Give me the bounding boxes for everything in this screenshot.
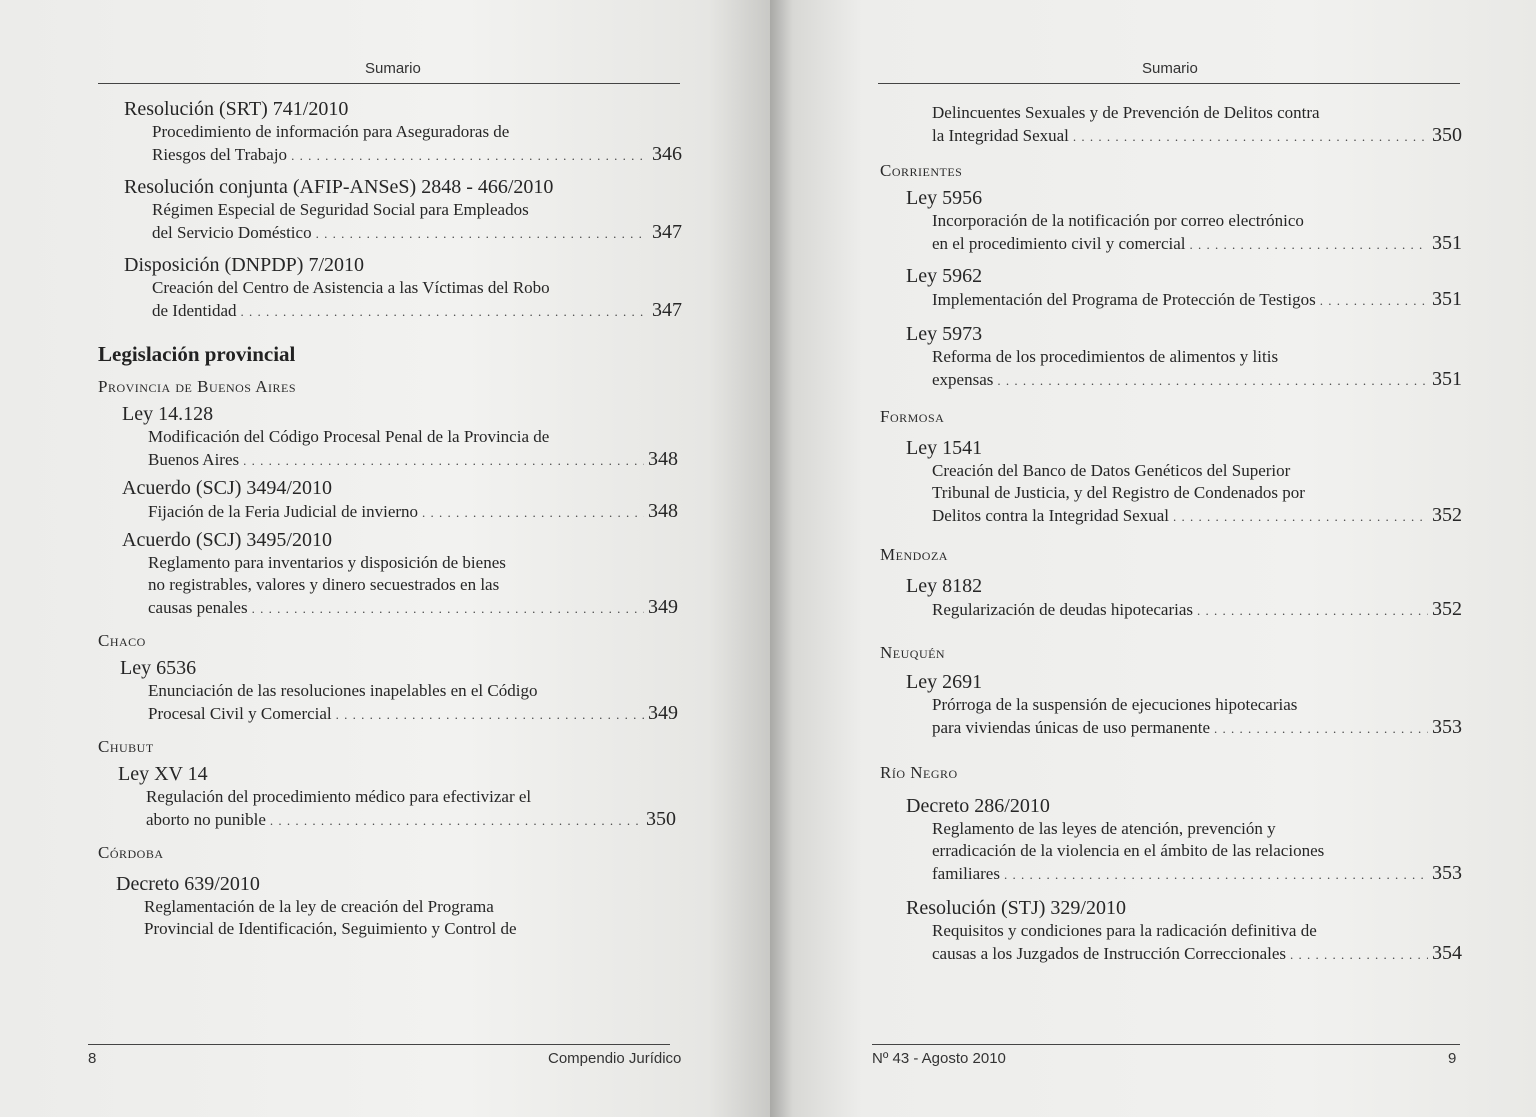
toc-entry [98,657,680,725]
page-number: 350 [1432,124,1462,146]
dot-leader [997,373,1428,389]
entry-title: Ley 2691 [906,671,983,693]
entry-title: Resolución conjunta (AFIP-ANSeS) 2848 - 466/2010 [124,176,554,198]
page-number: 351 [1432,288,1462,310]
entry-description: causas penales [148,598,248,617]
page-number: 348 [648,500,678,522]
page-number: 347 [652,299,682,321]
entry-description: erradicación de la violencia en el ámbito de las relaciones [932,841,1325,860]
page-number: 349 [648,702,678,724]
section-title: Legislación provincial [98,342,296,366]
entry-leader-line [932,716,1462,739]
entry-leader-line [148,702,678,725]
toc-entry [98,176,680,244]
page-header: Sumario [1142,60,1198,77]
dot-leader [1004,867,1428,883]
entry-leader-line [932,232,1462,255]
entry-description: Creación del Centro de Asistencia a las Víctimas del Robo [152,278,550,297]
entry-title: Acuerdo (SCJ) 3495/2010 [122,529,332,551]
page-number: 347 [652,221,682,243]
entry-leader-line [148,500,678,523]
region-heading: Chubut [98,737,154,756]
toc-entry [880,575,1462,621]
entry-description: Buenos Aires [148,450,240,469]
region-heading: Neuquén [880,643,946,662]
entry-description: expensas [932,370,994,389]
footer-rule [872,1044,1460,1045]
entry-title: Ley 5973 [906,323,983,345]
entry-description: aborto no punible [146,810,266,829]
dot-leader [1290,947,1428,963]
publication-title: Compendio Jurídico [548,1050,682,1067]
dot-leader [422,505,644,521]
toc-entry [98,98,680,166]
entry-description: Reglamento de las leyes de atención, prevención y [932,819,1276,838]
entry-description: Incorporación de la notificación por correo electrónico [932,211,1304,230]
entry-description: familiares [932,864,1000,883]
entry-leader-line [148,596,678,619]
dot-leader [243,453,644,469]
page-number: 346 [652,143,682,165]
page-number: 354 [1432,942,1462,964]
entry-description: Reglamentación de la ley de creación del Programa [144,897,494,916]
entry-leader-line [152,143,682,166]
toc-entry [880,795,1462,885]
entry-title: Resolución (SRT) 741/2010 [124,98,349,120]
toc-entry [98,477,680,523]
entry-description: Riesgos del Trabajo [152,145,288,164]
page-number: 352 [1432,504,1462,526]
dot-leader [316,226,648,242]
page-number: 348 [648,448,678,470]
entry-leader-line [932,598,1462,621]
entry-description: Delitos contra la Integridad Sexual [932,506,1169,525]
entry-description: Delincuentes Sexuales y de Prevención de Delitos contra [932,103,1320,122]
entry-title: Ley 6536 [120,657,197,679]
toc-right [880,102,1462,965]
dot-leader [270,813,642,829]
entry-title: Ley 5956 [906,187,983,209]
toc-entry [880,265,1462,311]
entry-description: Enunciación de las resoluciones inapelables en el Código [148,681,538,700]
entry-title: Ley 1541 [906,437,983,459]
toc-entry [98,403,680,471]
page-number: 349 [648,596,678,618]
toc-entry [880,187,1462,255]
entry-description: Procesal Civil y Comercial [148,704,332,723]
entry-leader-line [152,221,682,244]
region-heading: Río Negro [880,763,958,782]
page-number: 353 [1432,862,1462,884]
entry-description: en el procedimiento civil y comercial [932,234,1186,253]
region-heading: Mendoza [880,545,948,564]
entry-description: para viviendas únicas de uso permanente [932,718,1211,737]
entry-description: de Identidad [152,301,237,320]
page-number: 353 [1432,716,1462,738]
region-heading: Formosa [880,407,945,426]
entry-description: del Servicio Doméstico [152,223,312,242]
entry-leader-line [932,288,1462,311]
right-page [770,0,1536,1117]
header-rule [98,83,680,84]
entry-description: la Integridad Sexual [932,126,1069,145]
entry-description: Creación del Banco de Datos Genéticos del Superior [932,461,1291,480]
header-rule [878,83,1460,84]
entry-description: Regulación del procedimiento médico para efectivizar el [146,787,532,806]
page-number: 352 [1432,598,1462,620]
entry-title: Ley 5962 [906,265,983,287]
toc-entry [880,323,1462,391]
dot-leader [291,148,648,164]
entry-description: Regularización de deudas hipotecarias [932,600,1194,619]
region-heading: Provincia de Buenos Aires [98,377,297,396]
entry-description: Reglamento para inventarios y disposición de bienes [148,553,506,572]
dot-leader [1173,509,1428,525]
entry-description: causas a los Juzgados de Instrucción Correccionales [932,944,1287,963]
toc-entry [98,529,680,619]
toc-left [98,98,680,940]
toc-entry [880,897,1462,965]
issue-info: Nº 43 - Agosto 2010 [872,1050,1006,1067]
entry-description: Requisitos y condiciones para la radicación definitiva de [932,921,1317,940]
toc-entry [880,437,1462,527]
entry-description: Régimen Especial de Seguridad Social para Empleados [152,200,529,219]
entry-description: Procedimiento de información para Aseguradoras de [152,122,510,141]
page-number: 351 [1432,232,1462,254]
entry-leader-line [932,504,1462,527]
dot-leader [241,304,649,320]
entry-description: no registrables, valores y dinero secuestrados en las [148,575,500,594]
entry-description: Implementación del Programa de Protección de Testigos [932,290,1316,309]
entry-title: Resolución (STJ) 329/2010 [906,897,1126,919]
page-number-footer: 8 [88,1050,97,1067]
page-header: Sumario [365,60,421,77]
entry-leader-line [152,299,682,322]
entry-title: Ley XV 14 [118,763,208,785]
entry-title: Disposición (DNPDP) 7/2010 [124,254,365,276]
footer-rule [88,1044,670,1045]
entry-description: Prórroga de la suspensión de ejecuciones hipotecarias [932,695,1298,714]
page-number-footer: 9 [1448,1050,1457,1067]
entry-description: Provincial de Identificación, Seguimiento y Control de [144,919,517,938]
entry-leader-line [146,808,676,831]
entry-title: Acuerdo (SCJ) 3494/2010 [122,477,332,499]
entry-leader-line [148,448,678,471]
entry-description: Reforma de los procedimientos de alimentos y litis [932,347,1279,366]
dot-leader [1189,237,1428,253]
entry-leader-line [932,862,1462,885]
region-heading: Córdoba [98,843,164,862]
dot-leader [1197,603,1428,619]
dot-leader [252,601,644,617]
entry-title: Decreto 639/2010 [116,873,260,895]
region-heading: Corrientes [880,161,963,180]
entry-title: Decreto 286/2010 [906,795,1050,817]
toc-entry [98,254,680,322]
entry-title: Ley 8182 [906,575,983,597]
dot-leader [1320,293,1428,309]
dot-leader [336,707,644,723]
toc-entry [880,671,1462,739]
dot-leader [1073,129,1428,145]
entry-description: Tribunal de Justicia, y del Registro de Condenados por [932,483,1305,502]
page-number: 350 [646,808,676,830]
toc-entry [98,873,680,940]
page-number: 351 [1432,368,1462,390]
toc-entry [98,763,680,831]
entry-title: Ley 14.128 [122,403,214,425]
entry-leader-line [932,942,1462,965]
entry-description: Fijación de la Feria Judicial de invierno [148,502,419,521]
region-heading: Chaco [98,631,146,650]
dot-leader [1214,721,1428,737]
toc-entry [880,102,1462,147]
entry-description: Modificación del Código Procesal Penal de la Provincia de [148,427,550,446]
entry-leader-line [932,124,1462,147]
entry-leader-line [932,368,1462,391]
